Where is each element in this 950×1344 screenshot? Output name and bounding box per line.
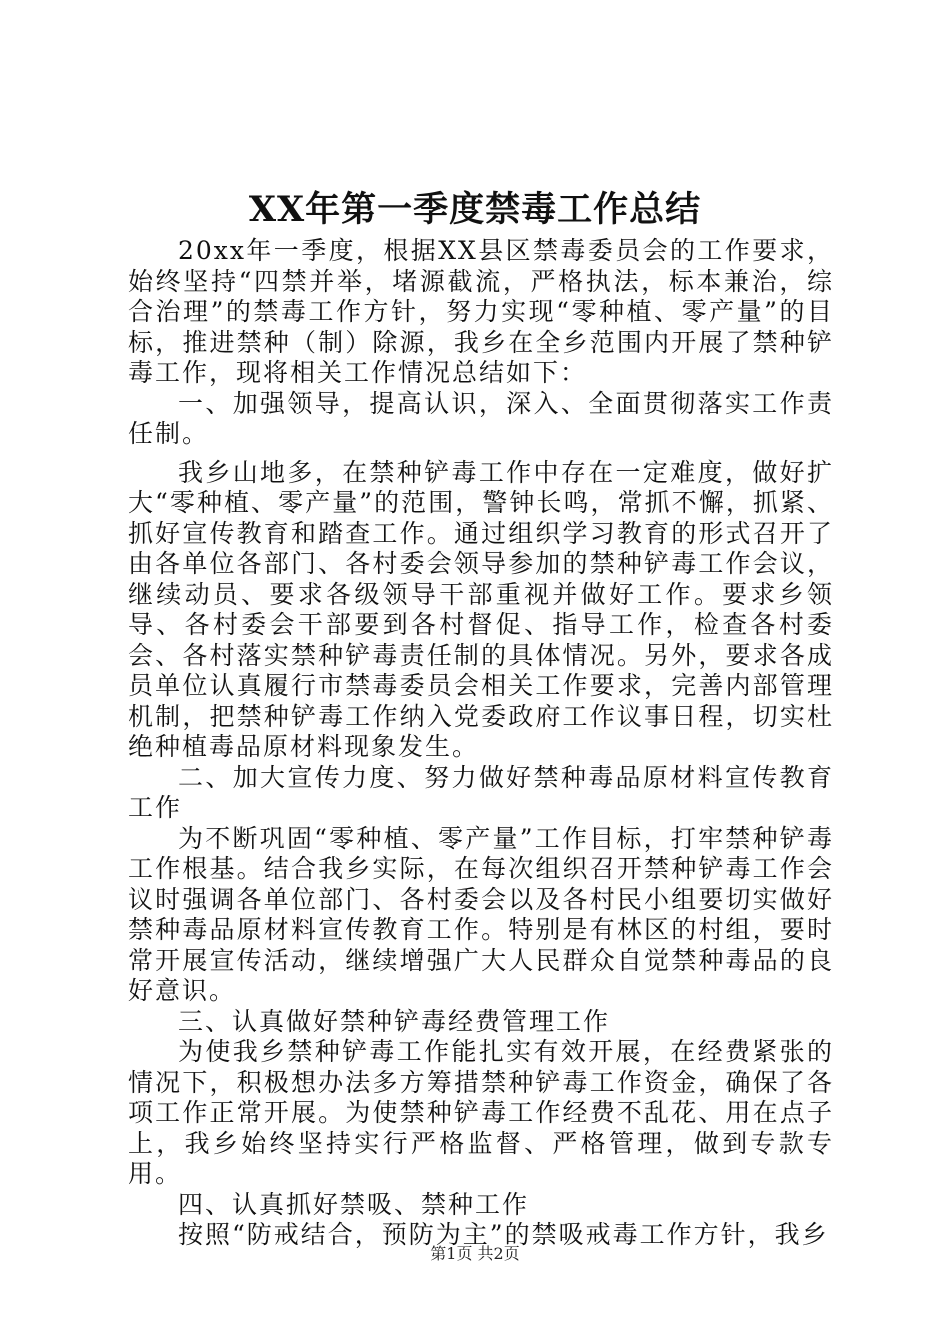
section-heading-2: 二、加大宣传力度、努力做好禁种毒品原材料宣传教育工作 <box>128 762 834 822</box>
paragraph-intro: 20xx年一季度，根据XX县区禁毒委员会的工作要求，始终坚持“四禁并举，堵源截流，严格执法，标本兼治，综合治理”的禁毒工作方针，努力实现“零种植、零产量”的目标，推进禁种（制）除源，我乡在全乡范围内开展了禁种铲毒工作，现将相关工作情况总结如下： <box>128 236 834 387</box>
section-heading-4: 四、认真抓好禁吸、禁种工作 <box>178 1189 530 1219</box>
page-number-footer: 第1页 共2页 <box>430 1244 520 1263</box>
paragraph-section-4: 按照“防戒结合，预防为主”的禁吸戒毒工作方针，我乡 <box>178 1220 829 1249</box>
section-heading-1: 一、加强领导，提高认识，深入、全面贯彻落实工作责任制。 <box>128 388 834 448</box>
section-heading-3: 三、认真做好禁种铲毒经费管理工作 <box>178 1006 611 1036</box>
paragraph-section-1: 我乡山地多，在禁种铲毒工作中存在一定难度，做好扩大“零种植、零产量”的范围，警钟长鸣，常抓不懈，抓紧、抓好宣传教育和踏查工作。通过组织学习教育的形式召开了由各单位各部门、各村委会领导参加的禁种铲毒工作会议，继续动员、要求各级领导干部重视并做好工作。要求乡领导、各村委会干部要到各村督促、指导工作，检查各村委会、各村落实禁种铲毒责任制的具体情况。另外，要求各成员单位认真履行市禁毒委员会相关工作要求，完善内部管理机制，把禁种铲毒工作纳入党委政府工作议事日程，切实杜绝种植毒品原材料现象发生。 <box>128 457 834 761</box>
paragraph-section-2: 为不断巩固“零种植、零产量”工作目标，打牢禁种铲毒工作根基。结合我乡实际，在每次组织召开禁种铲毒工作会议时强调各单位部门、各村委会以及各村民小组要切实做好禁种毒品原材料宣传教育工作。特别是有林区的村组，要时常开展宣传活动，继续增强广大人民群众自觉禁种毒品的良好意识。 <box>128 823 834 1005</box>
paragraph-section-3: 为使我乡禁种铲毒工作能扎实有效开展，在经费紧张的情况下，积极想办法多方筹措禁种铲毒工作资金，确保了各项工作正常开展。为使禁种铲毒工作经费不乱花、用在点子上，我乡始终坚持实行严格监督、严格管理，做到专款专用。 <box>128 1037 834 1188</box>
document-body <box>128 236 834 1251</box>
document-title: XX年第一季度禁毒工作总结 <box>248 189 702 230</box>
